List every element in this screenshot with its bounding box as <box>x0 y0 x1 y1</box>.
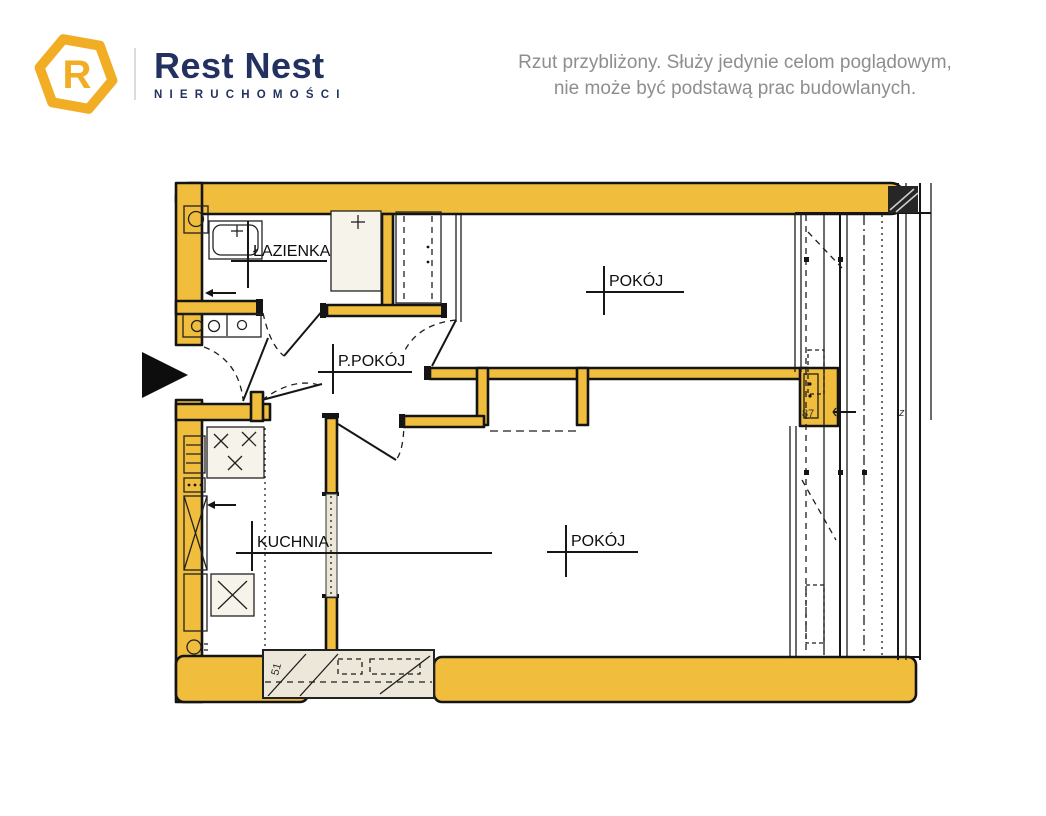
brand-subtitle: NIERUCHOMOŚCI <box>154 89 347 101</box>
label-hall: P.POKÓJ <box>338 353 406 370</box>
disclaimer-line-1: Rzut przybliżony. Służy jedynie celom poglądowym, <box>518 52 952 73</box>
label-room-bottom: POKÓJ <box>571 533 626 550</box>
wardrobe-annotation: 51 <box>269 661 285 677</box>
label-kitchen: KUCHNIA <box>257 534 330 551</box>
pier-annotation: 87 <box>802 408 815 420</box>
disclaimer-line-2: nie może być podstawą prac budowlanych. <box>553 78 917 99</box>
entrance-arrow-icon <box>142 352 188 398</box>
wardrobe-band <box>263 650 434 698</box>
label-room-top: POKÓJ <box>609 273 664 290</box>
balcony-annotation: z <box>899 407 905 419</box>
room-labels <box>231 221 684 577</box>
top-room-partition <box>456 215 461 322</box>
bathroom-fixtures <box>183 206 441 337</box>
brand-name: Rest Nest <box>154 45 325 86</box>
logo-letter: R <box>62 53 92 97</box>
label-bathroom: ŁAZIENKA <box>253 243 331 260</box>
